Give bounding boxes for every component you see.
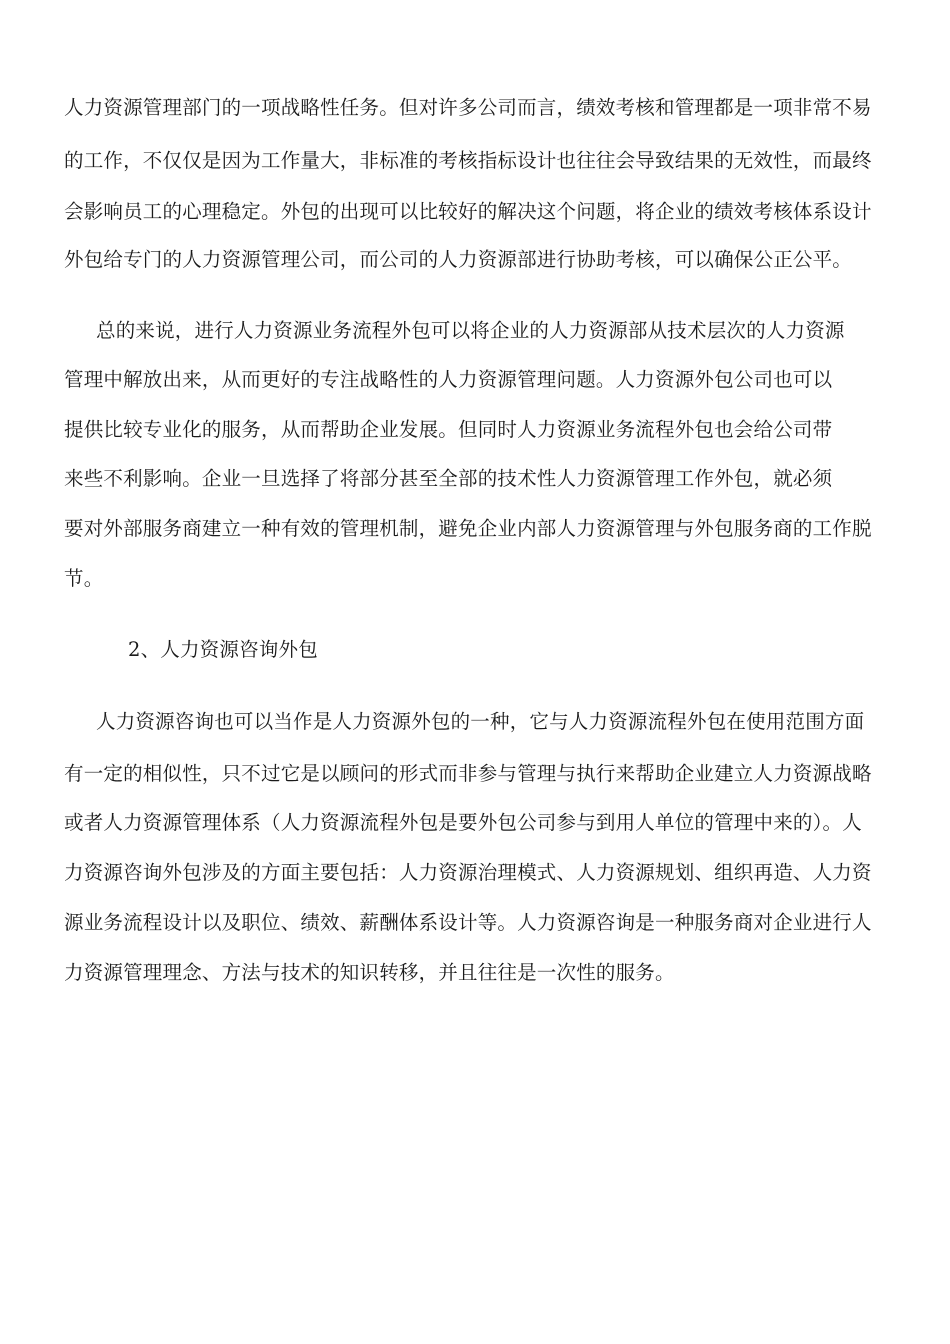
paragraph-line: 或者人力资源管理体系（人力资源流程外包是要外包公司参与到用人单位的管理中来的）。人 bbox=[64, 811, 862, 834]
paragraph-line: 有一定的相似性，只不过它是以顾问的形式而非参与管理与执行来帮助企业建立人力资源战略 bbox=[64, 762, 872, 785]
paragraph-line: 总的来说，进行人力资源业务流程外包可以将企业的人力资源部从技术层次的人力资源 bbox=[96, 319, 845, 342]
paragraph-line: 管理中解放出来，从而更好的专注战略性的人力资源管理问题。人力资源外包公司也可以 bbox=[64, 368, 833, 391]
paragraph-line: 人力资源咨询也可以当作是人力资源外包的一种，它与人力资源流程外包在使用范围方面 bbox=[96, 710, 865, 733]
section-heading: 2、人力资源咨询外包 bbox=[128, 638, 318, 661]
paragraph-line: 外包给专门的人力资源管理公司，而公司的人力资源部进行协助考核，可以确保公正公平。 bbox=[64, 248, 853, 271]
paragraph-line: 力资源管理理念、方法与技术的知识转移，并且往往是一次性的服务。 bbox=[64, 961, 675, 984]
paragraph-line: 要对外部服务商建立一种有效的管理机制，避免企业内部人力资源管理与外包服务商的工作脱 bbox=[64, 517, 872, 540]
paragraph-line: 力资源咨询外包涉及的方面主要包括：人力资源治理模式、人力资源规划、组织再造、人力资 bbox=[64, 861, 872, 884]
paragraph-line: 源业务流程设计以及职位、绩效、薪酬体系设计等。人力资源咨询是一种服务商对企业进行人 bbox=[64, 911, 872, 934]
paragraph-line: 人力资源管理部门的一项战略性任务。但对许多公司而言，绩效考核和管理都是一项非常不易 bbox=[64, 96, 872, 119]
paragraph-line: 的工作，不仅仅是因为工作量大，非标准的考核指标设计也往往会导致结果的无效性，而最终 bbox=[64, 149, 872, 172]
paragraph-line: 节。 bbox=[64, 567, 104, 590]
paragraph-line: 来些不利影响。企业一旦选择了将部分甚至全部的技术性人力资源管理工作外包，就必须 bbox=[64, 467, 833, 490]
paragraph-line: 会影响员工的心理稳定。外包的出现可以比较好的解决这个问题，将企业的绩效考核体系设计 bbox=[64, 200, 872, 223]
paragraph-line: 提供比较专业化的服务，从而帮助企业发展。但同时人力资源业务流程外包也会给公司带 bbox=[64, 418, 833, 441]
